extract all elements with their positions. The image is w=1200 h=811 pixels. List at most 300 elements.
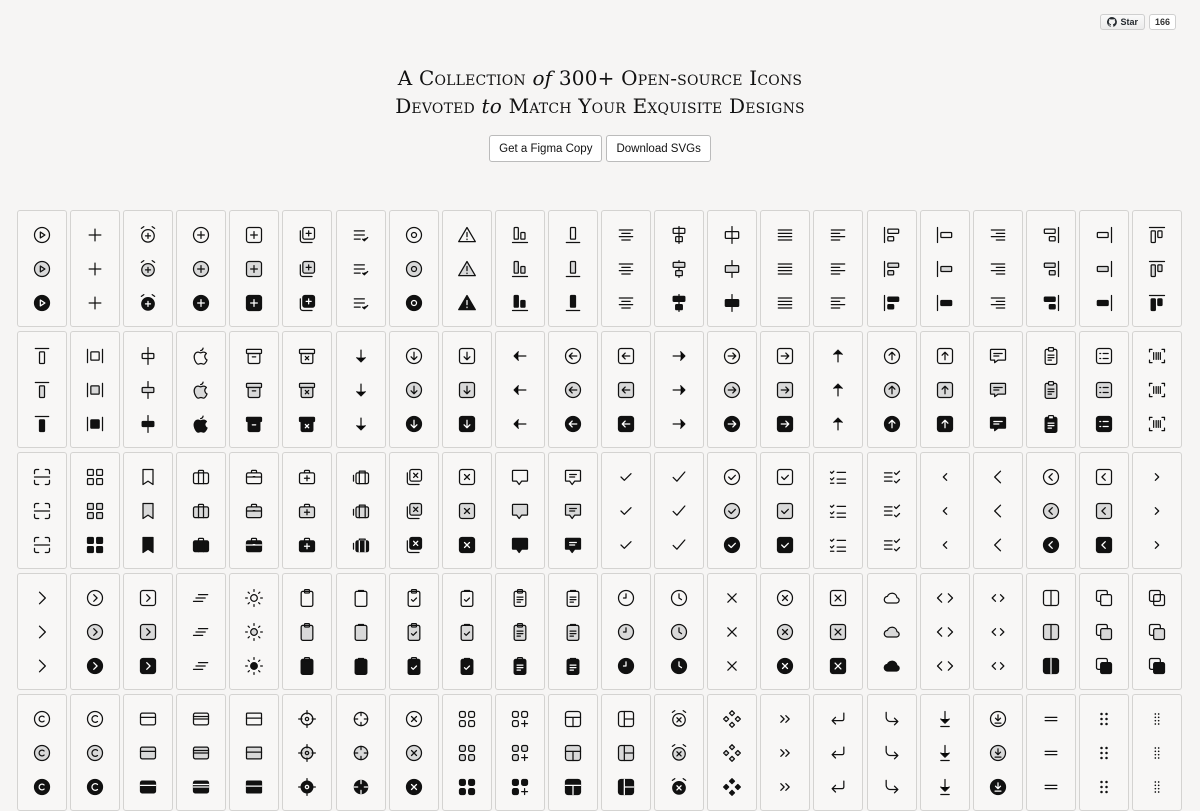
double-chevron-right-solid-icon[interactable] bbox=[775, 777, 795, 797]
check-square-outline-icon[interactable] bbox=[775, 467, 795, 487]
columns-duotone-icon[interactable] bbox=[1041, 622, 1061, 642]
icon-card-arrow-left-square[interactable] bbox=[601, 331, 651, 448]
apps-duotone-icon[interactable] bbox=[457, 743, 477, 763]
play-circle-outline-icon[interactable] bbox=[32, 225, 52, 245]
sun-duotone-icon[interactable] bbox=[244, 622, 264, 642]
clipboard-note-duotone-icon[interactable] bbox=[1041, 380, 1061, 400]
icon-card-play-circle[interactable] bbox=[17, 210, 67, 327]
icon-card-checklist[interactable] bbox=[813, 452, 863, 569]
close-outline-icon[interactable] bbox=[722, 588, 742, 608]
copyright-solid-icon[interactable] bbox=[32, 777, 52, 797]
clock-duotone-icon[interactable] bbox=[669, 622, 689, 642]
clock-alt-duotone-icon[interactable] bbox=[616, 622, 636, 642]
icon-card-align-top[interactable] bbox=[17, 331, 67, 448]
clipboard-note-solid-icon[interactable] bbox=[1041, 414, 1061, 434]
icon-card-cancel-circle[interactable] bbox=[389, 694, 439, 811]
clipboard-text-outline-icon[interactable] bbox=[510, 588, 530, 608]
close-duotone-icon[interactable] bbox=[722, 622, 742, 642]
layout-header-solid-icon[interactable] bbox=[563, 777, 583, 797]
layout-sidebar-duotone-icon[interactable] bbox=[616, 743, 636, 763]
align-right-bars-duotone-icon[interactable] bbox=[1041, 259, 1061, 279]
icon-card-apps[interactable] bbox=[442, 694, 492, 811]
icon-card-arrow-right[interactable] bbox=[654, 331, 704, 448]
arrow-left-square-outline-icon[interactable] bbox=[616, 346, 636, 366]
bag-stack-duotone-icon[interactable] bbox=[351, 501, 371, 521]
align-bottom-outline-icon[interactable] bbox=[563, 225, 583, 245]
icon-card-credit-card[interactable] bbox=[123, 694, 173, 811]
check-duotone-icon[interactable] bbox=[616, 501, 636, 521]
briefcase-outline-icon[interactable] bbox=[191, 467, 211, 487]
drag-dots-duotone-icon[interactable] bbox=[1094, 743, 1114, 763]
icon-card-distribute-center[interactable] bbox=[123, 331, 173, 448]
clipboard-check-alt-duotone-icon[interactable] bbox=[457, 622, 477, 642]
icon-card-copyright-alt[interactable] bbox=[70, 694, 120, 811]
icon-card-warning-triangle[interactable] bbox=[442, 210, 492, 327]
layout-sidebar-outline-icon[interactable] bbox=[616, 709, 636, 729]
apple-outline-icon[interactable] bbox=[191, 346, 211, 366]
close-solid-icon[interactable] bbox=[722, 656, 742, 676]
chat-text-outline-icon[interactable] bbox=[563, 467, 583, 487]
chevron-left-outline-icon[interactable] bbox=[988, 467, 1008, 487]
icon-card-credit-card-alt[interactable] bbox=[176, 694, 226, 811]
close-square-alt-outline-icon[interactable] bbox=[828, 588, 848, 608]
icon-card-briefcase[interactable] bbox=[176, 452, 226, 569]
arrow-left-circle-outline-icon[interactable] bbox=[563, 346, 583, 366]
icon-card-align-justify[interactable] bbox=[760, 210, 810, 327]
code-outline-icon[interactable] bbox=[935, 588, 955, 608]
icon-card-copy[interactable] bbox=[1079, 573, 1129, 690]
align-left-duotone-icon[interactable] bbox=[828, 259, 848, 279]
align-left-bars-duotone-icon[interactable] bbox=[882, 259, 902, 279]
arrow-down-duotone-icon[interactable] bbox=[351, 380, 371, 400]
icon-card-alarm-add[interactable] bbox=[123, 210, 173, 327]
clipboard-alt-duotone-icon[interactable] bbox=[351, 622, 371, 642]
icon-card-credit-card-thin[interactable] bbox=[229, 694, 279, 811]
align-bottom-bars-solid-icon[interactable] bbox=[510, 293, 530, 313]
align-left-bar-outline-icon[interactable] bbox=[935, 225, 955, 245]
icon-card-checklist-alt[interactable] bbox=[867, 452, 917, 569]
add-square-outline-icon[interactable] bbox=[244, 225, 264, 245]
copyright-alt-outline-icon[interactable] bbox=[85, 709, 105, 729]
copy-duotone-icon[interactable] bbox=[1094, 622, 1114, 642]
crosshair-alt-solid-icon[interactable] bbox=[351, 777, 371, 797]
add-square-solid-icon[interactable] bbox=[244, 293, 264, 313]
chevron-left-circle-duotone-icon[interactable] bbox=[1041, 501, 1061, 521]
icon-card-code-small[interactable] bbox=[973, 573, 1023, 690]
crosshair-outline-icon[interactable] bbox=[297, 709, 317, 729]
icon-card-crosshair-alt[interactable] bbox=[336, 694, 386, 811]
columns-outline-icon[interactable] bbox=[1041, 588, 1061, 608]
target-duotone-icon[interactable] bbox=[404, 259, 424, 279]
align-bottom-bars-duotone-icon[interactable] bbox=[510, 259, 530, 279]
check-thin-outline-icon[interactable] bbox=[669, 467, 689, 487]
copyright-outline-icon[interactable] bbox=[32, 709, 52, 729]
arrow-right-square-outline-icon[interactable] bbox=[775, 346, 795, 366]
icon-card-check[interactable] bbox=[601, 452, 651, 569]
briefcase-duotone-icon[interactable] bbox=[191, 501, 211, 521]
lines-italic-duotone-icon[interactable] bbox=[191, 622, 211, 642]
clipboard-duotone-icon[interactable] bbox=[297, 622, 317, 642]
plus-solid-icon[interactable] bbox=[85, 293, 105, 313]
credit-card-thin-duotone-icon[interactable] bbox=[244, 743, 264, 763]
play-circle-duotone-icon[interactable] bbox=[32, 259, 52, 279]
arrow-left-square-solid-icon[interactable] bbox=[616, 414, 636, 434]
arrow-up-outline-icon[interactable] bbox=[828, 346, 848, 366]
cloud-solid-icon[interactable] bbox=[882, 656, 902, 676]
chevron-right-solid-icon[interactable] bbox=[32, 656, 52, 676]
alarm-add-outline-icon[interactable] bbox=[138, 225, 158, 245]
icon-card-drag-dots-small[interactable] bbox=[1132, 694, 1182, 811]
icon-card-chevron-right-small[interactable] bbox=[1132, 452, 1182, 569]
align-top-duotone-icon[interactable] bbox=[32, 380, 52, 400]
copy-alt-solid-icon[interactable] bbox=[1147, 656, 1167, 676]
chevron-left-small-outline-icon[interactable] bbox=[935, 467, 955, 487]
icon-card-drag-dots[interactable] bbox=[1079, 694, 1129, 811]
align-right-solid-icon[interactable] bbox=[988, 293, 1008, 313]
icon-card-arrow-down-circle[interactable] bbox=[389, 331, 439, 448]
icon-card-copy-alt[interactable] bbox=[1132, 573, 1182, 690]
align-center-duotone-icon[interactable] bbox=[616, 259, 636, 279]
list-check-solid-icon[interactable] bbox=[351, 293, 371, 313]
close-square-alt-duotone-icon[interactable] bbox=[828, 622, 848, 642]
icon-card-clipboard-alt[interactable] bbox=[336, 573, 386, 690]
arrow-up-square-duotone-icon[interactable] bbox=[935, 380, 955, 400]
icon-card-align-center[interactable] bbox=[601, 210, 651, 327]
close-circle-outline-icon[interactable] bbox=[775, 588, 795, 608]
align-right-bars-solid-icon[interactable] bbox=[1041, 293, 1061, 313]
bookmark-outline-icon[interactable] bbox=[138, 467, 158, 487]
barcode-scan-duotone-icon[interactable] bbox=[1147, 380, 1167, 400]
medical-kit-outline-icon[interactable] bbox=[297, 467, 317, 487]
arrow-right-square-solid-icon[interactable] bbox=[775, 414, 795, 434]
icon-card-arrow-down-square[interactable] bbox=[442, 331, 492, 448]
arrow-up-solid-icon[interactable] bbox=[828, 414, 848, 434]
copy-solid-icon[interactable] bbox=[1094, 656, 1114, 676]
icon-card-align-center-horizontal[interactable] bbox=[707, 210, 757, 327]
icon-card-lines-italic[interactable] bbox=[176, 573, 226, 690]
alarm-off-solid-icon[interactable] bbox=[669, 777, 689, 797]
crosshair-duotone-icon[interactable] bbox=[297, 743, 317, 763]
align-left-solid-icon[interactable] bbox=[828, 293, 848, 313]
icon-card-list-check[interactable] bbox=[336, 210, 386, 327]
clock-outline-icon[interactable] bbox=[669, 588, 689, 608]
diamond-cluster-solid-icon[interactable] bbox=[722, 777, 742, 797]
icon-card-chevron-right-square[interactable] bbox=[123, 573, 173, 690]
align-center-vertical-duotone-icon[interactable] bbox=[669, 259, 689, 279]
icon-card-chevron-left[interactable] bbox=[973, 452, 1023, 569]
icon-card-sun[interactable] bbox=[229, 573, 279, 690]
icon-card-align-left[interactable] bbox=[813, 210, 863, 327]
archive-solid-icon[interactable] bbox=[244, 414, 264, 434]
diamond-cluster-duotone-icon[interactable] bbox=[722, 743, 742, 763]
chat-bubble-outline-icon[interactable] bbox=[510, 467, 530, 487]
clipboard-text-alt-solid-icon[interactable] bbox=[563, 656, 583, 676]
copy-alt-outline-icon[interactable] bbox=[1147, 588, 1167, 608]
cloud-outline-icon[interactable] bbox=[882, 588, 902, 608]
icon-card-medical-kit[interactable] bbox=[282, 452, 332, 569]
apple-duotone-icon[interactable] bbox=[191, 380, 211, 400]
credit-card-alt-solid-icon[interactable] bbox=[191, 777, 211, 797]
icon-card-arrow-right-square[interactable] bbox=[760, 331, 810, 448]
copy-alt-duotone-icon[interactable] bbox=[1147, 622, 1167, 642]
add-circle-solid-icon[interactable] bbox=[191, 293, 211, 313]
warning-triangle-duotone-icon[interactable] bbox=[457, 259, 477, 279]
bookmark-solid-icon[interactable] bbox=[138, 535, 158, 555]
icon-card-clipboard-note[interactable] bbox=[1026, 331, 1076, 448]
clipboard-text-duotone-icon[interactable] bbox=[510, 622, 530, 642]
arrow-down-square-outline-icon[interactable] bbox=[457, 346, 477, 366]
check-solid-icon[interactable] bbox=[616, 535, 636, 555]
medical-kit-solid-icon[interactable] bbox=[297, 535, 317, 555]
arrow-left-circle-duotone-icon[interactable] bbox=[563, 380, 583, 400]
arrow-up-square-solid-icon[interactable] bbox=[935, 414, 955, 434]
cancel-circle-solid-icon[interactable] bbox=[404, 777, 424, 797]
icon-card-align-left-bar[interactable] bbox=[920, 210, 970, 327]
checklist-alt-duotone-icon[interactable] bbox=[882, 501, 902, 521]
chevron-right-outline-icon[interactable] bbox=[32, 588, 52, 608]
align-left-outline-icon[interactable] bbox=[828, 225, 848, 245]
code-small-duotone-icon[interactable] bbox=[988, 622, 1008, 642]
clipboard-check-duotone-icon[interactable] bbox=[404, 622, 424, 642]
arrow-right-circle-solid-icon[interactable] bbox=[722, 414, 742, 434]
icon-card-double-chevron-right[interactable] bbox=[760, 694, 810, 811]
icon-card-clipboard-check-alt[interactable] bbox=[442, 573, 492, 690]
icon-card-briefcase-alt[interactable] bbox=[229, 452, 279, 569]
clipboard-outline-icon[interactable] bbox=[297, 588, 317, 608]
chevron-right-small-duotone-icon[interactable] bbox=[1147, 501, 1167, 521]
check-thin-solid-icon[interactable] bbox=[669, 535, 689, 555]
checklist-alt-solid-icon[interactable] bbox=[882, 535, 902, 555]
corner-down-right-outline-icon[interactable] bbox=[882, 709, 902, 729]
scan-horizontal-duotone-icon[interactable] bbox=[32, 501, 52, 521]
download-line-solid-icon[interactable] bbox=[935, 777, 955, 797]
chevron-left-square-duotone-icon[interactable] bbox=[1094, 501, 1114, 521]
clipboard-alt-outline-icon[interactable] bbox=[351, 588, 371, 608]
align-center-vertical-solid-icon[interactable] bbox=[669, 293, 689, 313]
chevron-right-small-outline-icon[interactable] bbox=[1147, 467, 1167, 487]
arrow-up-square-outline-icon[interactable] bbox=[935, 346, 955, 366]
icon-card-arrow-left[interactable] bbox=[495, 331, 545, 448]
list-check-outline-icon[interactable] bbox=[351, 225, 371, 245]
briefcase-alt-duotone-icon[interactable] bbox=[244, 501, 264, 521]
align-bottom-bars-outline-icon[interactable] bbox=[510, 225, 530, 245]
chevron-left-small-solid-icon[interactable] bbox=[935, 535, 955, 555]
sun-outline-icon[interactable] bbox=[244, 588, 264, 608]
equals-outline-icon[interactable] bbox=[1041, 709, 1061, 729]
figma-copy-button[interactable]: Get a Figma Copy bbox=[489, 135, 602, 162]
arrow-up-circle-solid-icon[interactable] bbox=[882, 414, 902, 434]
arrow-down-square-solid-icon[interactable] bbox=[457, 414, 477, 434]
icon-card-arrow-down[interactable] bbox=[336, 331, 386, 448]
plus-outline-icon[interactable] bbox=[85, 225, 105, 245]
icon-card-code[interactable] bbox=[920, 573, 970, 690]
align-top-solid-icon[interactable] bbox=[32, 414, 52, 434]
chevron-left-solid-icon[interactable] bbox=[988, 535, 1008, 555]
align-right-bars-outline-icon[interactable] bbox=[1041, 225, 1061, 245]
align-top-bars-outline-icon[interactable] bbox=[1147, 225, 1167, 245]
qr-code-outline-icon[interactable] bbox=[85, 467, 105, 487]
add-circle-duotone-icon[interactable] bbox=[191, 259, 211, 279]
arrow-up-duotone-icon[interactable] bbox=[828, 380, 848, 400]
arrow-down-circle-outline-icon[interactable] bbox=[404, 346, 424, 366]
icon-card-checklist-square[interactable] bbox=[1079, 331, 1129, 448]
icon-card-close[interactable] bbox=[707, 573, 757, 690]
chevron-right-square-duotone-icon[interactable] bbox=[138, 622, 158, 642]
clipboard-text-solid-icon[interactable] bbox=[510, 656, 530, 676]
check-circle-duotone-icon[interactable] bbox=[722, 501, 742, 521]
distribute-horizontal-duotone-icon[interactable] bbox=[85, 380, 105, 400]
distribute-center-solid-icon[interactable] bbox=[138, 414, 158, 434]
close-square-duotone-icon[interactable] bbox=[457, 501, 477, 521]
chat-text-duotone-icon[interactable] bbox=[563, 501, 583, 521]
icon-card-clipboard-text-alt[interactable] bbox=[548, 573, 598, 690]
icon-card-arrow-up-square[interactable] bbox=[920, 331, 970, 448]
credit-card-alt-outline-icon[interactable] bbox=[191, 709, 211, 729]
message-text-solid-icon[interactable] bbox=[988, 414, 1008, 434]
align-right-bar-duotone-icon[interactable] bbox=[1094, 259, 1114, 279]
icon-card-layout-header[interactable] bbox=[548, 694, 598, 811]
drag-dots-small-duotone-icon[interactable] bbox=[1147, 743, 1167, 763]
briefcase-alt-outline-icon[interactable] bbox=[244, 467, 264, 487]
checklist-outline-icon[interactable] bbox=[828, 467, 848, 487]
icon-card-close-square[interactable] bbox=[442, 452, 492, 569]
arrow-left-solid-icon[interactable] bbox=[510, 414, 530, 434]
chevron-right-small-solid-icon[interactable] bbox=[1147, 535, 1167, 555]
clock-alt-solid-icon[interactable] bbox=[616, 656, 636, 676]
icon-card-check-square[interactable] bbox=[760, 452, 810, 569]
alarm-off-duotone-icon[interactable] bbox=[669, 743, 689, 763]
align-right-duotone-icon[interactable] bbox=[988, 259, 1008, 279]
icon-card-archive[interactable] bbox=[229, 331, 279, 448]
drag-dots-outline-icon[interactable] bbox=[1094, 709, 1114, 729]
icon-card-arrow-right-circle[interactable] bbox=[707, 331, 757, 448]
distribute-horizontal-outline-icon[interactable] bbox=[85, 346, 105, 366]
icon-card-close-circle[interactable] bbox=[760, 573, 810, 690]
apps-add-duotone-icon[interactable] bbox=[510, 743, 530, 763]
clipboard-note-outline-icon[interactable] bbox=[1041, 346, 1061, 366]
alarm-off-outline-icon[interactable] bbox=[669, 709, 689, 729]
checklist-duotone-icon[interactable] bbox=[828, 501, 848, 521]
icon-card-chat-text[interactable] bbox=[548, 452, 598, 569]
icon-card-chat-bubble[interactable] bbox=[495, 452, 545, 569]
align-justify-outline-icon[interactable] bbox=[775, 225, 795, 245]
arrow-down-circle-duotone-icon[interactable] bbox=[404, 380, 424, 400]
arrow-down-solid-icon[interactable] bbox=[351, 414, 371, 434]
icon-card-clipboard-text[interactable] bbox=[495, 573, 545, 690]
double-chevron-right-outline-icon[interactable] bbox=[775, 709, 795, 729]
clipboard-alt-solid-icon[interactable] bbox=[351, 656, 371, 676]
arrow-right-solid-icon[interactable] bbox=[669, 414, 689, 434]
archive-outline-icon[interactable] bbox=[244, 346, 264, 366]
align-center-horizontal-duotone-icon[interactable] bbox=[722, 259, 742, 279]
clipboard-check-alt-outline-icon[interactable] bbox=[457, 588, 477, 608]
check-outline-icon[interactable] bbox=[616, 467, 636, 487]
icon-card-alarm-off[interactable] bbox=[654, 694, 704, 811]
crosshair-alt-duotone-icon[interactable] bbox=[351, 743, 371, 763]
clipboard-check-alt-solid-icon[interactable] bbox=[457, 656, 477, 676]
credit-card-solid-icon[interactable] bbox=[138, 777, 158, 797]
close-circle-duotone-icon[interactable] bbox=[775, 622, 795, 642]
icon-card-align-left-bars[interactable] bbox=[867, 210, 917, 327]
chevron-left-circle-solid-icon[interactable] bbox=[1041, 535, 1061, 555]
cancel-circle-duotone-icon[interactable] bbox=[404, 743, 424, 763]
download-circle-duotone-icon[interactable] bbox=[988, 743, 1008, 763]
chevron-right-circle-outline-icon[interactable] bbox=[85, 588, 105, 608]
icon-card-download-line[interactable] bbox=[920, 694, 970, 811]
add-circle-outline-icon[interactable] bbox=[191, 225, 211, 245]
icon-card-arrow-up-circle[interactable] bbox=[867, 331, 917, 448]
align-bottom-duotone-icon[interactable] bbox=[563, 259, 583, 279]
return-duotone-icon[interactable] bbox=[828, 743, 848, 763]
chevron-left-square-outline-icon[interactable] bbox=[1094, 467, 1114, 487]
qr-code-duotone-icon[interactable] bbox=[85, 501, 105, 521]
cloud-duotone-icon[interactable] bbox=[882, 622, 902, 642]
chat-text-solid-icon[interactable] bbox=[563, 535, 583, 555]
clipboard-text-alt-duotone-icon[interactable] bbox=[563, 622, 583, 642]
icon-card-align-center-vertical[interactable] bbox=[654, 210, 704, 327]
scan-horizontal-outline-icon[interactable] bbox=[32, 467, 52, 487]
icon-card-target[interactable] bbox=[389, 210, 439, 327]
code-small-outline-icon[interactable] bbox=[988, 588, 1008, 608]
check-thin-duotone-icon[interactable] bbox=[669, 501, 689, 521]
github-star-button[interactable] bbox=[1100, 14, 1145, 30]
align-right-bar-solid-icon[interactable] bbox=[1094, 293, 1114, 313]
align-center-horizontal-outline-icon[interactable] bbox=[722, 225, 742, 245]
equals-duotone-icon[interactable] bbox=[1041, 743, 1061, 763]
list-check-duotone-icon[interactable] bbox=[351, 259, 371, 279]
icon-card-bag-stack[interactable] bbox=[336, 452, 386, 569]
icon-card-add-square[interactable] bbox=[229, 210, 279, 327]
icon-card-columns[interactable] bbox=[1026, 573, 1076, 690]
icon-card-arrow-up[interactable] bbox=[813, 331, 863, 448]
icon-card-align-right-bars[interactable] bbox=[1026, 210, 1076, 327]
download-svgs-button[interactable]: Download SVGs bbox=[606, 135, 710, 162]
distribute-center-outline-icon[interactable] bbox=[138, 346, 158, 366]
align-bottom-solid-icon[interactable] bbox=[563, 293, 583, 313]
icon-card-chevron-left-small[interactable] bbox=[920, 452, 970, 569]
checklist-square-solid-icon[interactable] bbox=[1094, 414, 1114, 434]
chevron-right-square-solid-icon[interactable] bbox=[138, 656, 158, 676]
icon-card-qr-code[interactable] bbox=[70, 452, 120, 569]
check-square-solid-icon[interactable] bbox=[775, 535, 795, 555]
icon-card-align-right-bar[interactable] bbox=[1079, 210, 1129, 327]
archive-remove-outline-icon[interactable] bbox=[297, 346, 317, 366]
alarm-add-duotone-icon[interactable] bbox=[138, 259, 158, 279]
icon-card-diamond-cluster[interactable] bbox=[707, 694, 757, 811]
add-stack-solid-icon[interactable] bbox=[297, 293, 317, 313]
add-stack-duotone-icon[interactable] bbox=[297, 259, 317, 279]
clock-solid-icon[interactable] bbox=[669, 656, 689, 676]
arrow-left-square-duotone-icon[interactable] bbox=[616, 380, 636, 400]
add-stack-outline-icon[interactable] bbox=[297, 225, 317, 245]
target-solid-icon[interactable] bbox=[404, 293, 424, 313]
play-circle-solid-icon[interactable] bbox=[32, 293, 52, 313]
icon-card-check-thin[interactable] bbox=[654, 452, 704, 569]
credit-card-outline-icon[interactable] bbox=[138, 709, 158, 729]
icon-card-remove-stack[interactable] bbox=[389, 452, 439, 569]
apple-solid-icon[interactable] bbox=[191, 414, 211, 434]
align-justify-solid-icon[interactable] bbox=[775, 293, 795, 313]
align-left-bar-solid-icon[interactable] bbox=[935, 293, 955, 313]
icon-card-chevron-right-circle[interactable] bbox=[70, 573, 120, 690]
close-square-alt-solid-icon[interactable] bbox=[828, 656, 848, 676]
archive-duotone-icon[interactable] bbox=[244, 380, 264, 400]
align-center-solid-icon[interactable] bbox=[616, 293, 636, 313]
bag-stack-solid-icon[interactable] bbox=[351, 535, 371, 555]
icon-card-cloud[interactable] bbox=[867, 573, 917, 690]
chevron-right-circle-duotone-icon[interactable] bbox=[85, 622, 105, 642]
arrow-right-square-duotone-icon[interactable] bbox=[775, 380, 795, 400]
